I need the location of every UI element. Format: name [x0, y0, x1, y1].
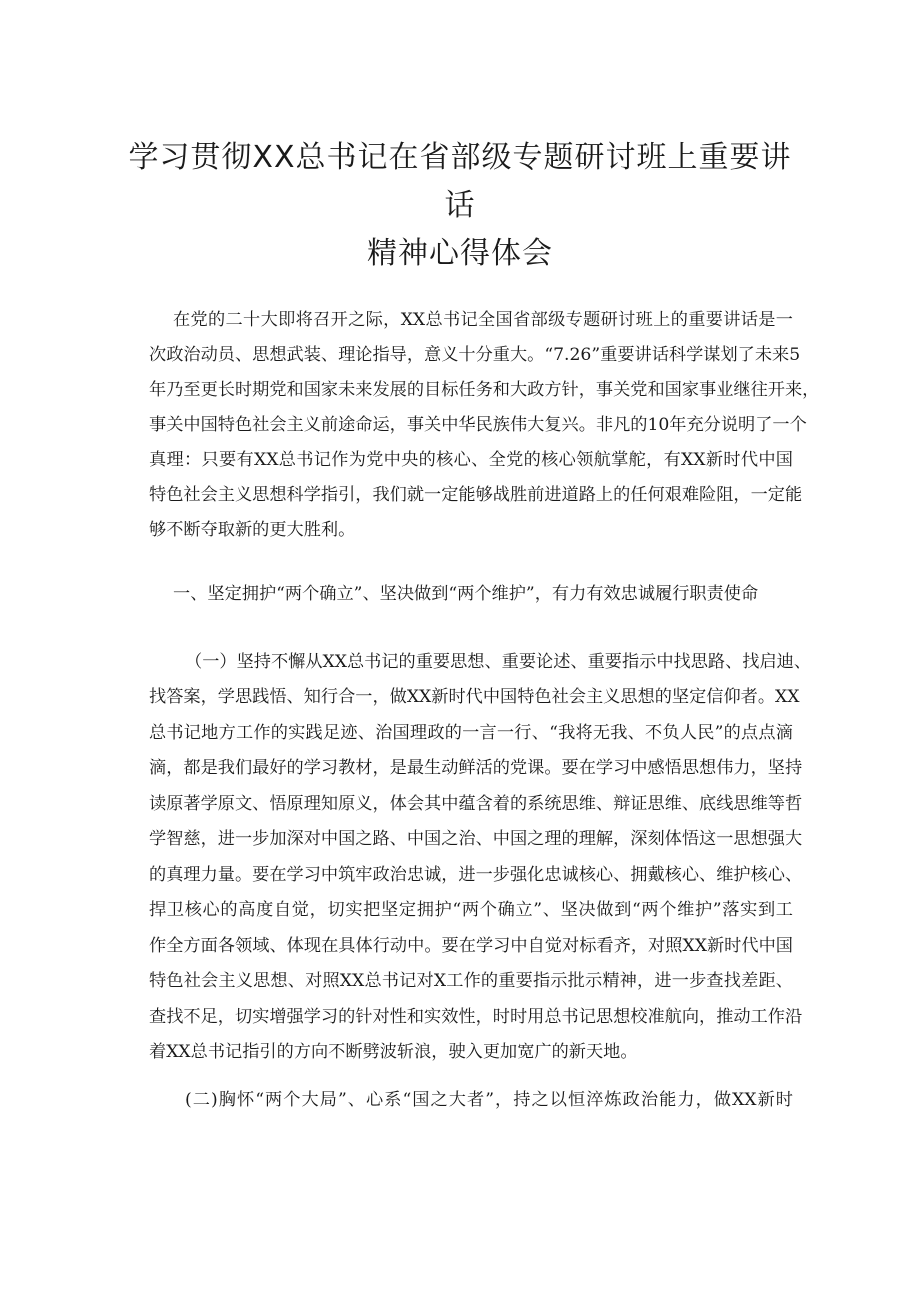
- intro-line: 事关中国特色社会主义前途命运，事关中华民族伟大复兴。非凡的10年充分说明了一个: [149, 415, 807, 435]
- sub1-line: 查找不足，切实增强学习的针对性和实效性，时时用总书记思想校准航向，推动工作沿: [149, 1007, 803, 1027]
- sub1-line: 读原著学原文、悟原理知原义，体会其中蕴含着的系统思维、辩证思维、底线思维等哲: [149, 794, 803, 814]
- sub2-line: (二)胸怀“两个大局”、心系“国之大者”，持之以恒淬炼政治能力，做XX新时: [185, 1090, 793, 1110]
- section-heading: 一、坚定拥护“两个确立”、坚决做到“两个维护”，有力有效忠诚履行职责使命: [173, 584, 759, 604]
- sub1-line: 着XX总书记指引的方向不断劈波斩浪，驶入更加宽广的新天地。: [149, 1042, 638, 1062]
- intro-line: 次政治动员、思想武装、理论指导，意义十分重大。“7.26”重要讲话科学谋划了未来5: [149, 345, 801, 365]
- sub1-line: （一）坚持不懈从XX总书记的重要思想、重要论述、重要指示中找思路、找启迪、: [185, 652, 812, 672]
- sub1-line: 找答案，学思践悟、知行合一，做XX新时代中国特色社会主义思想的坚定信仰者。XX: [149, 687, 800, 707]
- sub1-line: 的真理力量。要在学习中筑牢政治忠诚，进一步强化忠诚核心、拥戴核心、维护核心、: [149, 865, 803, 885]
- sub1-line: 作全方面各领域、体现在具体行动中。要在学习中自觉对标看齐，对照XX新时代中国: [149, 936, 793, 956]
- document-title: [120, 134, 800, 278]
- intro-line: 年乃至更长时期党和国家未来发展的目标任务和大政方针，事关党和国家事业继往开来，: [149, 380, 820, 400]
- title-line-1: 学习贯彻XX总书记在省部级专题研讨班上重要讲话: [128, 140, 792, 223]
- sub1-line: 滴，都是我们最好的学习教材，是最生动鲜活的党课。要在学习中感悟思想伟力，坚持: [149, 758, 803, 778]
- intro-line: 特色社会主义思想科学指引，我们就一定能够战胜前进道路上的任何艰难险阻，一定能: [149, 485, 803, 505]
- sub1-line: 特色社会主义思想、对照XX总书记对X工作的重要指示批示精神，进一步查找差距、: [149, 971, 793, 991]
- intro-line: 在党的二十大即将召开之际，XX总书记全国省部级专题研讨班上的重要讲话是一: [173, 310, 793, 330]
- sub1-line: 总书记地方工作的实践足迹、治国理政的一言一行、“我将无我、不负人民”的点点滴: [149, 723, 793, 743]
- intro-line: 真理：只要有XX总书记作为党中央的核心、全党的核心领航掌舵，有XX新时代中国: [149, 450, 793, 470]
- intro-line: 够不断夺取新的更大胜利。: [149, 520, 356, 540]
- sub1-line: 捍卫核心的高度自觉，切实把坚定拥护“两个确立”、坚决做到“两个维护”落实到工: [149, 900, 793, 920]
- sub1-line: 学智慈，进一步加深对中国之路、中国之治、中国之理的理解，深刻体悟这一思想强大: [149, 829, 803, 849]
- title-line-2: 精神心得体会: [367, 236, 553, 271]
